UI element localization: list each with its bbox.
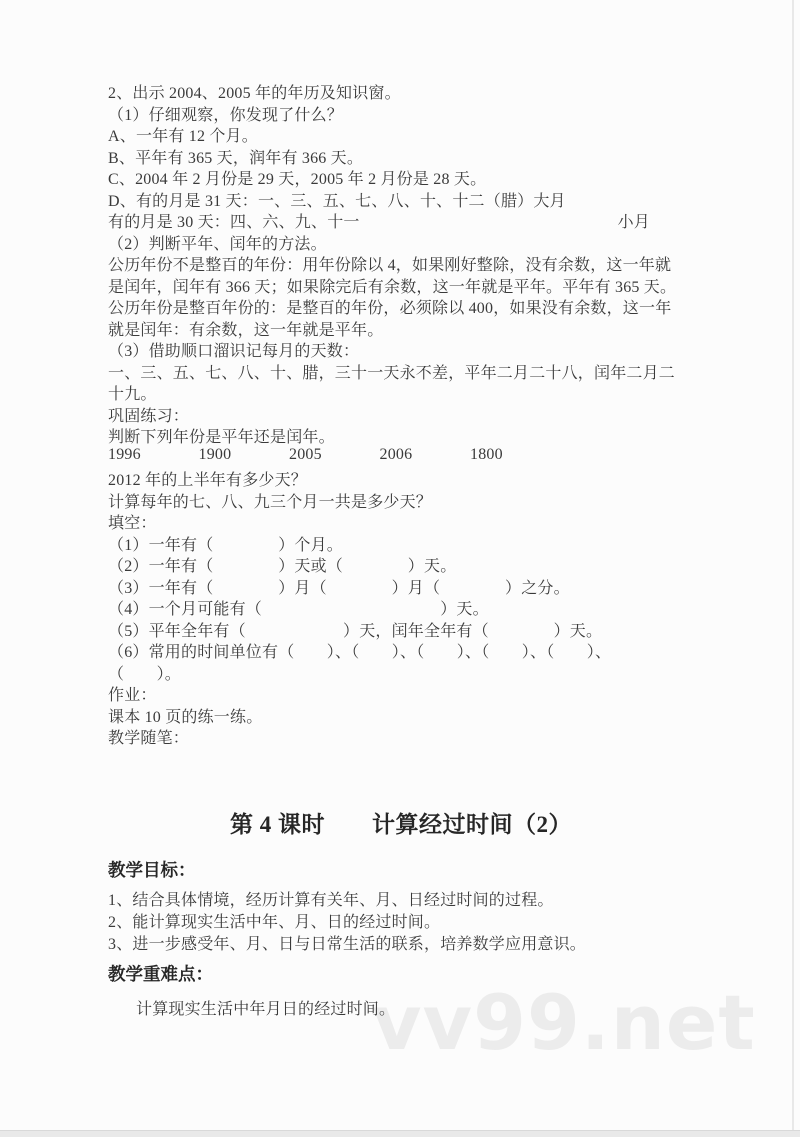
doc-line: D、有的月是 31 天：一、三、五、七、八、十、十二（腊）大月: [108, 192, 566, 210]
watermark-text: vv99.net: [372, 978, 756, 1067]
doc-line-blank: （ ）。: [108, 665, 182, 683]
key-points-title: 教学重难点：: [108, 964, 213, 984]
year-value: 1800: [470, 445, 503, 463]
doc-line: A、一年有 12 个月。: [108, 128, 258, 145]
doc-line: 公历年份是整百年份的：是整百的年份，必须除以 400，如果没有余数，这一年: [108, 300, 672, 317]
doc-line-month30: [108, 209, 694, 231]
lesson-title: 第 4 课时 计算经过时间（2）: [230, 812, 572, 837]
page-bottom-bar: [0, 1130, 800, 1137]
doc-line: 2、出示 2004、2005 年的年历及知识窗。: [108, 85, 401, 102]
doc-line: B、平年有 365 天，润年有 366 天。: [108, 149, 364, 167]
doc-line: 计算每年的七、八、九三个月一共是多少天？: [108, 493, 433, 511]
objectives-list: [108, 887, 586, 953]
objective-item: 3、进一步感受年、月、日与日常生活的联系，培养数学应用意识。: [108, 936, 587, 953]
doc-line: C、2004 年 2 月份是 29 天，2005 年 2 月份是 28 天。: [108, 171, 487, 188]
doc-line-blank: （3）一年有（ ）月（ ）月（ ）之分。: [108, 579, 570, 597]
doc-line: 公历年份不是整百的年份：用年份除以 4，如果刚好整除，没有余数，这一年就: [108, 257, 672, 274]
doc-line: 填空：: [108, 515, 157, 532]
year-value: 2005: [289, 445, 322, 463]
doc-line-blank: （2）一年有（ ）天或（ ）天。: [108, 558, 457, 575]
month30-text: 有的月是 30 天：四、六、九、十一: [108, 214, 360, 231]
document-body: [108, 80, 694, 747]
doc-line: 2012 年的上半年有多少天？: [108, 472, 308, 489]
doc-line: （2）判断平年、闰年的方法。: [108, 235, 327, 253]
doc-line: 教学随笔：: [108, 730, 190, 747]
objectives-title: 教学目标：: [108, 860, 196, 880]
doc-line: 巩固练习：: [108, 407, 190, 425]
key-point-text: 计算现实生活中年月日的经过时间。: [136, 1001, 396, 1018]
doc-line: 就是闰年：有余数，这一年就是平年。: [108, 321, 384, 339]
doc-line: 判断下列年份是平年还是闰年。: [108, 429, 335, 446]
doc-line-blank: （6）常用的时间单位有（ ）、（ ）、（ ）、（ ）、（ ）、: [108, 644, 612, 661]
doc-line: 课本 10 页的练一练。: [108, 708, 263, 726]
year-value: 1996: [108, 445, 141, 463]
doc-line: 一、三、五、七、八、十、腊，三十一天永不差，平年二月二十八，闰年二月二: [108, 364, 676, 382]
doc-line-blank: （4）一个月可能有（ ）天。: [108, 601, 489, 618]
doc-line: 是闰年，闰年有 366 天；如果除完后有余数，这一年就是平年。平年有 365 天。: [108, 278, 677, 296]
year-value: 1900: [198, 445, 232, 463]
small-month-label: 小月: [617, 214, 650, 231]
doc-line: 作业：: [108, 687, 157, 704]
year-value: 2006: [379, 445, 413, 463]
doc-line: 十九。: [108, 386, 157, 403]
objective-item: 2、能计算现实生活中年、月、日的经过时间。: [108, 914, 441, 931]
doc-line-blank: （5）平年全年有（ ）天，闰年全年有（ ）天。: [108, 622, 603, 640]
doc-line: （3）借助顺口溜识记每月的天数：: [108, 343, 360, 360]
doc-line: （1）仔细观察，你发现了什么？: [108, 106, 344, 124]
page-right-edge: [792, 0, 794, 1137]
doc-line-blank: （1）一年有（ ）个月。: [108, 536, 344, 554]
objective-item: 1、结合具体情境，经历计算有关年、月、日经过时间的过程。: [108, 892, 554, 909]
years-row: [108, 446, 694, 468]
